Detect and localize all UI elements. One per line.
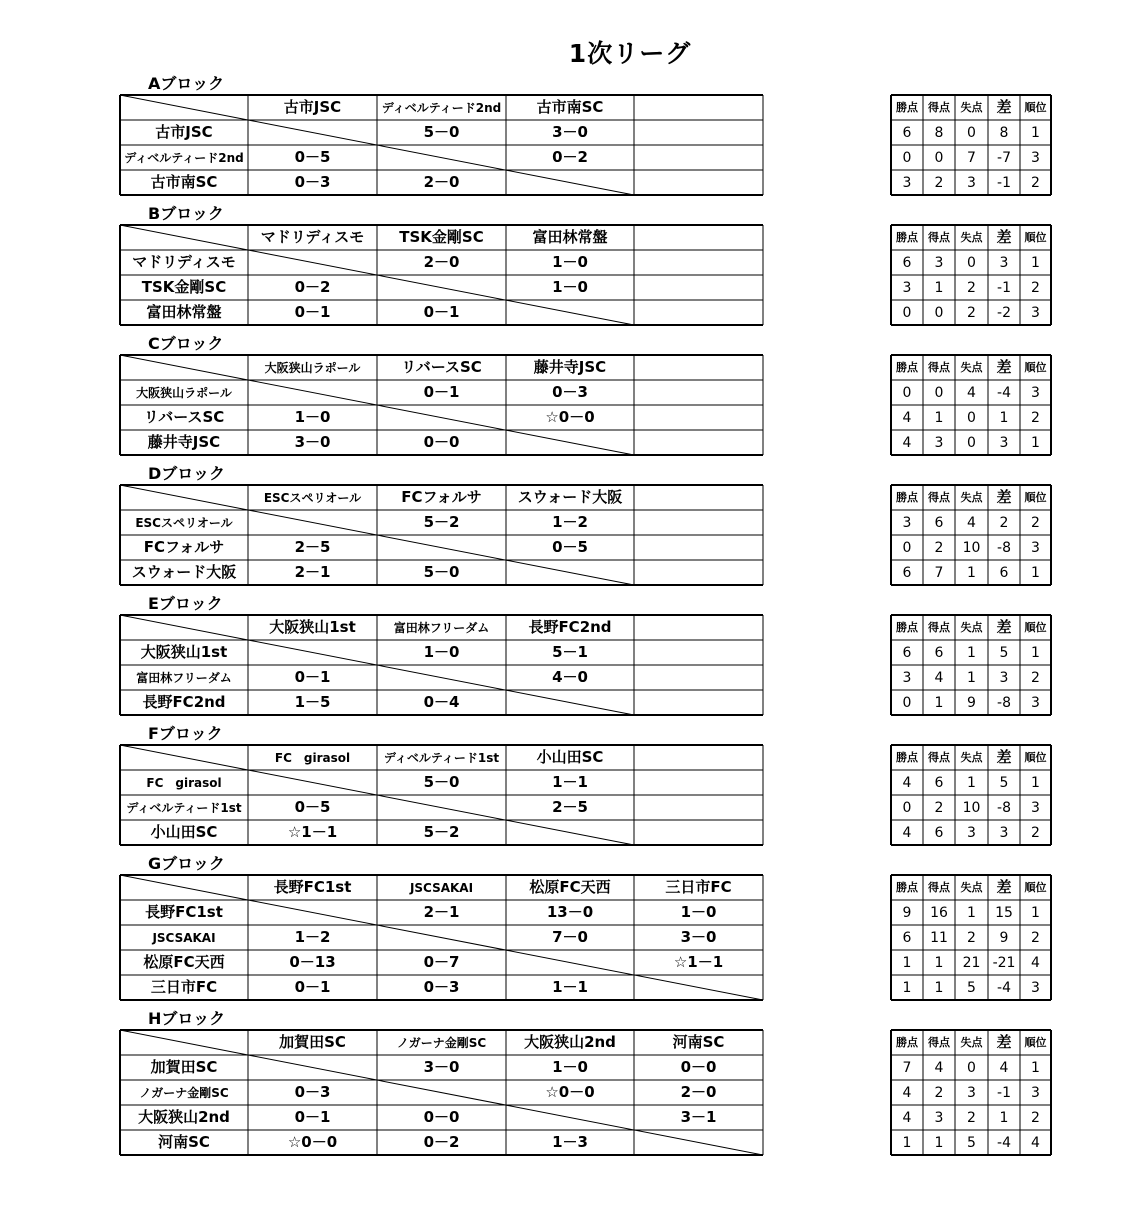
header-team-name: スウォード大阪	[517, 488, 623, 506]
stat-value: 2	[934, 174, 944, 191]
stat-value: -1	[997, 1084, 1011, 1101]
match-result: 3－0	[680, 928, 717, 946]
match-result: 2－1	[294, 563, 331, 581]
stat-value: 0	[967, 254, 976, 271]
stat-value: 2	[934, 539, 944, 556]
match-result: 0－5	[294, 148, 331, 166]
stat-value: 3	[902, 514, 912, 531]
stat-value: 4	[967, 514, 976, 531]
stat-value: 0	[902, 694, 912, 711]
stat-value: 1	[1031, 124, 1040, 141]
stat-value: 1	[934, 694, 944, 711]
match-result: 0－7	[423, 953, 460, 971]
header-team-name: FCフォルサ	[401, 488, 482, 506]
stat-value: 4	[902, 434, 912, 451]
row-team-name: ディベルティード1st	[126, 800, 242, 815]
stat-header: 失点	[960, 231, 983, 244]
header-team-name: 富田林常盤	[532, 228, 608, 246]
row-team-name: リバースSC	[143, 408, 225, 426]
row-team-name: 大阪狭山ラポール	[136, 385, 232, 400]
stat-value: 6	[999, 564, 1009, 581]
stat-value: 3	[934, 254, 944, 271]
header-team-name: 古市JSC	[283, 98, 342, 116]
stat-value: 1	[967, 774, 976, 791]
stat-value: -8	[997, 539, 1011, 556]
row-team-name: 藤井寺JSC	[147, 433, 221, 451]
header-team-name: 長野FC1st	[273, 878, 352, 896]
stat-value: 1	[1031, 254, 1040, 271]
stat-value: 3	[999, 669, 1009, 686]
row-team-name: 小山田SC	[150, 823, 218, 841]
stat-value: 2	[934, 799, 944, 816]
stat-value: -2	[997, 304, 1011, 321]
stat-value: 9	[999, 929, 1009, 946]
stat-value: 2	[1031, 1109, 1040, 1126]
stat-value: 7	[902, 1059, 912, 1076]
stat-value: 5	[999, 774, 1009, 791]
match-result: ☆0－0	[545, 1083, 595, 1101]
stat-value: 0	[967, 409, 976, 426]
stat-value: 2	[967, 279, 976, 296]
match-result: 1－0	[552, 278, 588, 296]
stat-value: 3	[902, 669, 912, 686]
stat-value: 3	[1031, 1084, 1040, 1101]
stat-header: 勝点	[896, 101, 918, 114]
stat-value: 5	[999, 644, 1009, 661]
match-result: 1－2	[294, 928, 331, 946]
header-team-name: 藤井寺JSC	[533, 358, 607, 376]
stat-value: 21	[962, 954, 981, 971]
row-team-name: FC girasol	[146, 775, 222, 790]
header-team-name: 古市南SC	[536, 98, 604, 116]
stat-value: 3	[1031, 539, 1040, 556]
stat-value: 4	[902, 1084, 912, 1101]
stat-header: 差	[996, 228, 1012, 246]
stat-value: 3	[902, 279, 912, 296]
header-team-name: 小山田SC	[536, 748, 604, 766]
stat-header: 失点	[960, 491, 983, 504]
stat-value: 2	[1031, 409, 1040, 426]
stat-value: 1	[967, 564, 976, 581]
stat-value: 1	[999, 1109, 1009, 1126]
match-result: ☆0－0	[545, 408, 595, 426]
stat-header: 差	[996, 1033, 1012, 1051]
stat-value: 0	[967, 434, 976, 451]
stat-value: 3	[1031, 799, 1040, 816]
row-team-name: 古市南SC	[150, 173, 218, 191]
match-result: 2－5	[552, 798, 588, 816]
stat-value: 1	[902, 954, 912, 971]
block-title: Cブロック	[148, 334, 224, 353]
match-result: 7－0	[552, 928, 588, 946]
row-team-name: 松原FC天西	[143, 953, 225, 971]
match-result: 0－2	[552, 148, 588, 166]
corner-diagonal	[120, 225, 248, 250]
match-result: 3－1	[680, 1108, 717, 1126]
match-result: 0－1	[423, 303, 460, 321]
stat-header: 順位	[1024, 361, 1047, 374]
stat-value: 4	[967, 384, 976, 401]
stat-value: 5	[967, 979, 976, 996]
row-team-name: 古市JSC	[155, 123, 213, 141]
stat-value: 4	[999, 1059, 1009, 1076]
stat-header: 順位	[1024, 231, 1047, 244]
row-team-name: 河南SC	[158, 1133, 210, 1151]
stat-header: 順位	[1024, 101, 1047, 114]
block-title: Hブロック	[148, 1009, 226, 1028]
corner-diagonal	[120, 485, 248, 510]
header-team-name: マドリディスモ	[260, 228, 365, 246]
stat-header: 差	[996, 878, 1012, 896]
stat-header: 差	[996, 488, 1012, 506]
match-result: 0－1	[294, 1108, 331, 1126]
header-team-name: 大阪狭山1st	[269, 618, 356, 636]
match-result: 0－3	[552, 383, 588, 401]
stat-value: 1	[934, 279, 944, 296]
stat-value: 4	[902, 774, 912, 791]
stat-header: 差	[996, 618, 1012, 636]
stat-value: 1	[967, 644, 976, 661]
stat-value: 3	[967, 1084, 976, 1101]
match-result: 1－0	[552, 253, 588, 271]
stat-value: 9	[902, 904, 912, 921]
stat-header: 順位	[1024, 1036, 1047, 1049]
header-team-name: 三日市FC	[665, 878, 732, 896]
match-result: 0－5	[552, 538, 588, 556]
corner-diagonal	[120, 615, 248, 640]
match-result: 5－0	[423, 563, 460, 581]
stat-value: 6	[934, 774, 944, 791]
stat-value: 2	[967, 1109, 976, 1126]
stat-value: 2	[1031, 174, 1040, 191]
stat-value: 3	[1031, 384, 1040, 401]
stat-value: 3	[967, 824, 976, 841]
header-team-name: ディベルティード1st	[383, 750, 500, 765]
stat-value: 2	[934, 1084, 944, 1101]
row-team-name: ノガーナ金剛SC	[139, 1085, 229, 1100]
stat-value: -4	[997, 979, 1011, 996]
stat-header: 失点	[960, 1036, 983, 1049]
match-result: 0－1	[294, 303, 331, 321]
stat-value: 2	[967, 929, 976, 946]
stat-value: 1	[1031, 434, 1040, 451]
stat-value: 1	[1031, 644, 1040, 661]
stat-value: 6	[902, 254, 912, 271]
stat-value: 1	[967, 904, 976, 921]
row-team-name: 大阪狭山1st	[140, 643, 228, 661]
stat-header: 得点	[928, 101, 950, 114]
match-result: 2－0	[423, 253, 460, 271]
stat-value: 11	[930, 929, 948, 946]
stat-value: 6	[934, 824, 944, 841]
match-result: 2－1	[423, 903, 460, 921]
block-title: Fブロック	[148, 724, 223, 743]
stat-header: 失点	[960, 621, 983, 634]
match-result: 3－0	[423, 1058, 460, 1076]
stat-value: 4	[1031, 954, 1040, 971]
stat-value: 4	[934, 669, 944, 686]
row-team-name: JSCSAKAI	[152, 930, 216, 945]
header-team-name: 長野FC2nd	[528, 618, 612, 636]
block-title: Aブロック	[148, 74, 225, 93]
stat-header: 勝点	[896, 751, 918, 764]
stat-value: 1	[934, 409, 944, 426]
match-result: 5－0	[423, 773, 460, 791]
stat-value: 0	[902, 799, 912, 816]
header-team-name: リバースSC	[401, 358, 482, 376]
stat-header: 失点	[960, 101, 983, 114]
stat-value: 1	[999, 409, 1009, 426]
match-result: 1－0	[423, 643, 460, 661]
stat-value: 2	[1031, 824, 1040, 841]
match-result: 0－0	[423, 433, 460, 451]
match-result: ☆0－0	[287, 1133, 338, 1151]
stat-value: 1	[902, 979, 912, 996]
stat-value: -8	[997, 799, 1011, 816]
stat-value: 3	[902, 174, 912, 191]
stat-value: 2	[1031, 279, 1040, 296]
stat-value: 0	[934, 149, 944, 166]
match-result: 3－0	[294, 433, 331, 451]
match-result: 4－0	[552, 668, 588, 686]
match-result: 1－3	[552, 1133, 588, 1151]
stat-value: 6	[902, 644, 912, 661]
row-team-name: 長野FC2nd	[142, 693, 226, 711]
stat-value: 10	[962, 799, 981, 816]
stat-value: 0	[902, 384, 912, 401]
stat-value: 2	[1031, 669, 1040, 686]
stat-value: 0	[902, 304, 912, 321]
stat-value: 3	[999, 824, 1009, 841]
stat-value: 2	[999, 514, 1009, 531]
row-team-name: TSK金剛SC	[141, 278, 227, 296]
row-team-name: 富田林常盤	[146, 303, 222, 321]
match-result: 0－0	[423, 1108, 460, 1126]
stat-value: -1	[997, 174, 1011, 191]
stat-value: -1	[997, 279, 1011, 296]
stat-value: 3	[934, 1109, 944, 1126]
row-team-name: スウォード大阪	[131, 563, 237, 581]
match-result: 13－0	[546, 903, 594, 921]
block-title: Gブロック	[148, 854, 225, 873]
stat-value: 2	[1031, 929, 1040, 946]
stat-value: 3	[1031, 304, 1040, 321]
match-result: 0－1	[294, 668, 331, 686]
row-team-name: 三日市FC	[150, 978, 218, 996]
header-team-name: 加賀田SC	[279, 1033, 346, 1051]
stat-value: 2	[1031, 514, 1040, 531]
match-result: 5－0	[423, 123, 460, 141]
header-team-name: 大阪狭山2nd	[524, 1033, 616, 1051]
stat-header: 得点	[928, 361, 950, 374]
stat-value: 3	[999, 254, 1009, 271]
stat-value: 3	[999, 434, 1009, 451]
block-title: Dブロック	[148, 464, 225, 483]
stat-header: 失点	[960, 361, 983, 374]
stat-value: -4	[997, 1134, 1011, 1151]
stat-value: 9	[967, 694, 976, 711]
match-result: 1－1	[552, 773, 588, 791]
stat-value: 4	[902, 409, 912, 426]
stat-value: 6	[902, 124, 912, 141]
match-result: 0－1	[294, 978, 331, 996]
match-result: 3－0	[552, 123, 588, 141]
stat-header: 順位	[1024, 881, 1047, 894]
match-result: 0－0	[680, 1058, 717, 1076]
stat-header: 得点	[928, 751, 950, 764]
stat-value: 7	[934, 564, 944, 581]
match-result: 0－4	[423, 693, 460, 711]
stat-header: 勝点	[896, 881, 918, 894]
stat-value: 4	[1031, 1134, 1040, 1151]
stat-value: 8	[934, 124, 944, 141]
row-team-name: 長野FC1st	[145, 903, 223, 921]
stat-value: -21	[992, 954, 1016, 971]
stat-header: 勝点	[896, 231, 918, 244]
match-result: 2－5	[294, 538, 331, 556]
row-team-name: マドリディスモ	[132, 253, 236, 271]
stat-value: 16	[930, 904, 948, 921]
stat-header: 得点	[928, 1036, 950, 1049]
header-team-name: JSCSAKAI	[409, 880, 474, 895]
stat-value: 1	[934, 1134, 944, 1151]
match-result: 2－0	[423, 173, 460, 191]
stat-value: -7	[997, 149, 1011, 166]
stat-header: 勝点	[896, 491, 918, 504]
stat-value: 1	[1031, 1059, 1040, 1076]
stat-header: 勝点	[896, 1036, 918, 1049]
stat-header: 勝点	[896, 361, 918, 374]
stat-value: 1	[1031, 564, 1040, 581]
corner-diagonal	[120, 745, 248, 770]
stat-value: 0	[967, 124, 976, 141]
stat-value: 6	[934, 644, 944, 661]
match-result: ☆1－1	[673, 953, 724, 971]
stat-value: 4	[934, 1059, 944, 1076]
match-result: 0－5	[294, 798, 331, 816]
stat-header: 順位	[1024, 751, 1047, 764]
match-result: 0－2	[294, 278, 331, 296]
header-team-name: 河南SC	[672, 1033, 725, 1051]
stat-value: 6	[902, 564, 912, 581]
match-result: 1－0	[294, 408, 331, 426]
match-result: 1－1	[552, 978, 588, 996]
match-result: ☆1－1	[287, 823, 338, 841]
match-result: 0－3	[294, 1083, 331, 1101]
header-team-name: 松原FC天西	[529, 878, 611, 896]
stat-value: 1	[1031, 774, 1040, 791]
match-result: 1－0	[680, 903, 717, 921]
stat-value: 5	[967, 1134, 976, 1151]
stat-header: 得点	[928, 881, 950, 894]
stat-value: 3	[1031, 979, 1040, 996]
stat-header: 得点	[928, 491, 950, 504]
stat-value: 15	[995, 904, 1013, 921]
header-team-name: 富田林フリーダム	[393, 620, 490, 635]
row-team-name: 大阪狭山2nd	[138, 1108, 230, 1126]
row-team-name: ディベルティード2nd	[124, 150, 244, 165]
match-result: 2－0	[680, 1083, 717, 1101]
stat-header: 得点	[928, 621, 950, 634]
stat-value: 7	[967, 149, 976, 166]
row-team-name: 富田林フリーダム	[136, 670, 232, 685]
stat-value: 0	[934, 384, 944, 401]
stat-value: 1	[934, 954, 944, 971]
header-team-name: TSK金剛SC	[399, 228, 484, 246]
stat-value: 6	[902, 929, 912, 946]
row-team-name: ESCスペリオール	[135, 515, 233, 530]
stat-header: 失点	[960, 881, 983, 894]
corner-diagonal	[120, 1030, 248, 1055]
header-team-name: ディベルティード2nd	[381, 100, 502, 115]
match-result: 0－3	[423, 978, 460, 996]
stat-value: 3	[967, 174, 976, 191]
block-title: Bブロック	[148, 204, 224, 223]
header-team-name: FC girasol	[274, 750, 351, 765]
stat-value: 0	[934, 304, 944, 321]
stat-value: 1	[967, 669, 976, 686]
match-result: 0－2	[423, 1133, 460, 1151]
stat-header: 順位	[1024, 621, 1047, 634]
header-team-name: 大阪狭山ラポール	[264, 360, 361, 375]
row-team-name: 加賀田SC	[150, 1058, 218, 1076]
match-result: 0－1	[423, 383, 460, 401]
match-result: 1－0	[552, 1058, 588, 1076]
stat-value: 1	[902, 1134, 912, 1151]
stat-value: 3	[1031, 149, 1040, 166]
stat-header: 勝点	[896, 621, 918, 634]
stat-header: 差	[996, 98, 1012, 116]
stat-value: 6	[934, 514, 944, 531]
stat-value: 2	[967, 304, 976, 321]
match-result: 5－2	[423, 823, 460, 841]
header-team-name: ESCスペリオール	[263, 490, 362, 505]
match-result: 1－2	[552, 513, 588, 531]
stat-value: 0	[967, 1059, 976, 1076]
corner-diagonal	[120, 355, 248, 380]
stat-header: 差	[996, 358, 1012, 376]
block-title: Eブロック	[148, 594, 223, 613]
stat-header: 順位	[1024, 491, 1047, 504]
match-result: 0－3	[294, 173, 331, 191]
page-title: 1次リーグ	[568, 39, 692, 68]
stat-header: 失点	[960, 751, 983, 764]
stat-value: 3	[934, 434, 944, 451]
stat-value: 0	[902, 149, 912, 166]
stat-value: 3	[1031, 694, 1040, 711]
header-team-name: ノガーナ金剛SC	[396, 1035, 487, 1050]
match-result: 1－5	[294, 693, 331, 711]
stat-value: 1	[1031, 904, 1040, 921]
stat-value: -4	[997, 384, 1011, 401]
match-result: 5－1	[552, 643, 588, 661]
stat-value: 4	[902, 824, 912, 841]
match-result: 0－13	[289, 953, 336, 971]
stat-header: 差	[996, 748, 1012, 766]
corner-diagonal	[120, 95, 248, 120]
corner-diagonal	[120, 875, 248, 900]
stat-header: 得点	[928, 231, 950, 244]
stat-value: 8	[999, 124, 1009, 141]
stat-value: 10	[962, 539, 981, 556]
match-result: 5－2	[423, 513, 460, 531]
row-team-name: FCフォルサ	[143, 538, 225, 556]
stat-value: -8	[997, 694, 1011, 711]
stat-value: 0	[902, 539, 912, 556]
stat-value: 1	[934, 979, 944, 996]
stat-value: 4	[902, 1109, 912, 1126]
